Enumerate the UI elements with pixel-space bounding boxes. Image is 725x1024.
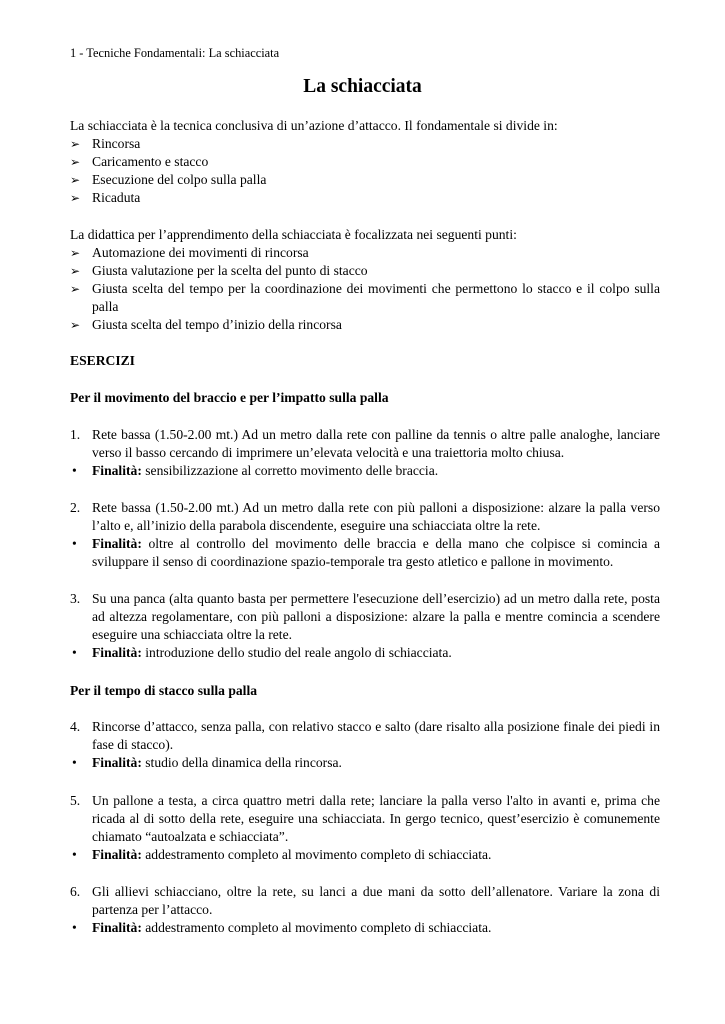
- exercises-heading: ESERCIZI: [70, 353, 135, 368]
- intro-section: [70, 117, 660, 207]
- list-item: ➢ Giusta valutazione per la scelta del punto di stacco: [70, 263, 368, 278]
- exercise-2: [70, 499, 660, 571]
- exercise-goal: • Finalità: sensibilizzazione al corretto movimento delle braccia.: [72, 463, 439, 478]
- exercise-text: 4. Rincorse d’attacco, senza palla, con relativo stacco e salto (dare risalto alla posizione finale dei piedi in fase di stacco).: [70, 719, 660, 752]
- bullet-dot-icon: •: [72, 755, 77, 770]
- exercise-text: 5. Un pallone a testa, a circa quattro metri dalla rete; lanciare la palla verso l'alto in avanti e, prima che ricada al di sotto della rete, eseguire una schiacciata. In gergo tecnico, quest’esercizio è comunemente chiamato “autoalzata e schiacciata”.: [70, 793, 660, 844]
- exercise-3: [70, 590, 660, 662]
- section-heading-timing: Per il tempo di stacco sulla palla: [70, 683, 258, 698]
- arrow-bullet-icon: ➢: [70, 282, 81, 296]
- arrow-bullet-icon: ➢: [70, 246, 81, 260]
- section-heading-arm: Per il movimento del braccio e per l’impatto sulla palla: [70, 390, 389, 405]
- list-item: ➢ Automazione dei movimenti di rincorsa: [70, 245, 309, 260]
- list-item: ➢ Rincorsa: [70, 136, 141, 151]
- list-item: ➢ Caricamento e stacco: [70, 154, 209, 169]
- exercise-1: [70, 426, 660, 480]
- exercise-text: 3. Su una panca (alta quanto basta per permettere l'esecuzione dell’esercizio) ad un metro dalla rete, posta ad altezza regolamentare, con più palloni a disposizione: alzare la palla e mentre comincia a scendere eseguire una schiacciata oltre la rete.: [70, 591, 660, 642]
- exercise-text: 1. Rete bassa (1.50-2.00 mt.) Ad un metro dalla rete con palline da tennis o altre palle analoghe, lanciare verso il basso cercando di imprimere un’elevata velocità e una traiettoria molto chiusa.: [70, 427, 660, 460]
- exercise-goal: • Finalità: addestramento completo al movimento completo di schiacciata.: [72, 847, 492, 862]
- bullet-dot-icon: •: [72, 920, 77, 935]
- didactic-list: [70, 244, 660, 334]
- list-item: ➢ Esecuzione del colpo sulla palla: [70, 172, 267, 187]
- arrow-bullet-icon: ➢: [70, 137, 81, 151]
- didactic-section: [70, 226, 660, 334]
- list-item: ➢ Giusta scelta del tempo d’inizio della rincorsa: [70, 317, 342, 332]
- page-header: 1 - Tecniche Fondamentali: La schiacciata: [70, 46, 280, 60]
- exercise-goal: • Finalità: oltre al controllo del movimento delle braccia e della mano che colpisce si comincia a sviluppare il senso di coordinazione spazio-temporale tra gesto atletico e pallone in movimento.: [72, 536, 660, 569]
- didactic-intro: La didattica per l’apprendimento della schiacciata è focalizzata nei seguenti punti:: [70, 227, 517, 242]
- exercise-goal: • Finalità: studio della dinamica della rincorsa.: [72, 755, 342, 770]
- arrow-bullet-icon: ➢: [70, 318, 81, 332]
- arrow-bullet-icon: ➢: [70, 173, 81, 187]
- list-item: ➢ Giusta scelta del tempo per la coordinazione dei movimenti che permettono lo stacco e il colpo sulla palla: [70, 281, 660, 314]
- exercise-goal: • Finalità: introduzione dello studio del reale angolo di schiacciata.: [72, 645, 452, 660]
- exercise-text: 6. Gli allievi schiacciano, oltre la rete, su lanci a due mani da sotto dell’allenatore. Variare la zona di partenza per l’attacco.: [70, 884, 660, 917]
- exercise-goal: • Finalità: addestramento completo al movimento completo di schiacciata.: [72, 920, 492, 935]
- exercise-4: [70, 718, 660, 772]
- exercise-text: 2. Rete bassa (1.50-2.00 mt.) Ad un metro dalla rete con più palloni a disposizione: alzare la palla verso l’alto e, all’inizio della parabola discendente, eseguire una schiacciata oltre la rete.: [70, 500, 660, 533]
- list-item: ➢ Ricaduta: [70, 190, 141, 205]
- exercise-5: [70, 792, 660, 864]
- intro-text: La schiacciata è la tecnica conclusiva di un’azione d’attacco. Il fondamentale si divide in:: [70, 118, 558, 133]
- bullet-dot-icon: •: [72, 463, 77, 478]
- bullet-dot-icon: •: [72, 645, 77, 660]
- arrow-bullet-icon: ➢: [70, 155, 81, 169]
- bullet-dot-icon: •: [72, 536, 77, 551]
- page-title: La schiacciata: [303, 76, 422, 97]
- bullet-dot-icon: •: [72, 847, 77, 862]
- arrow-bullet-icon: ➢: [70, 191, 81, 205]
- arrow-bullet-icon: ➢: [70, 264, 81, 278]
- phases-list: [70, 135, 660, 207]
- exercise-6: [70, 883, 660, 937]
